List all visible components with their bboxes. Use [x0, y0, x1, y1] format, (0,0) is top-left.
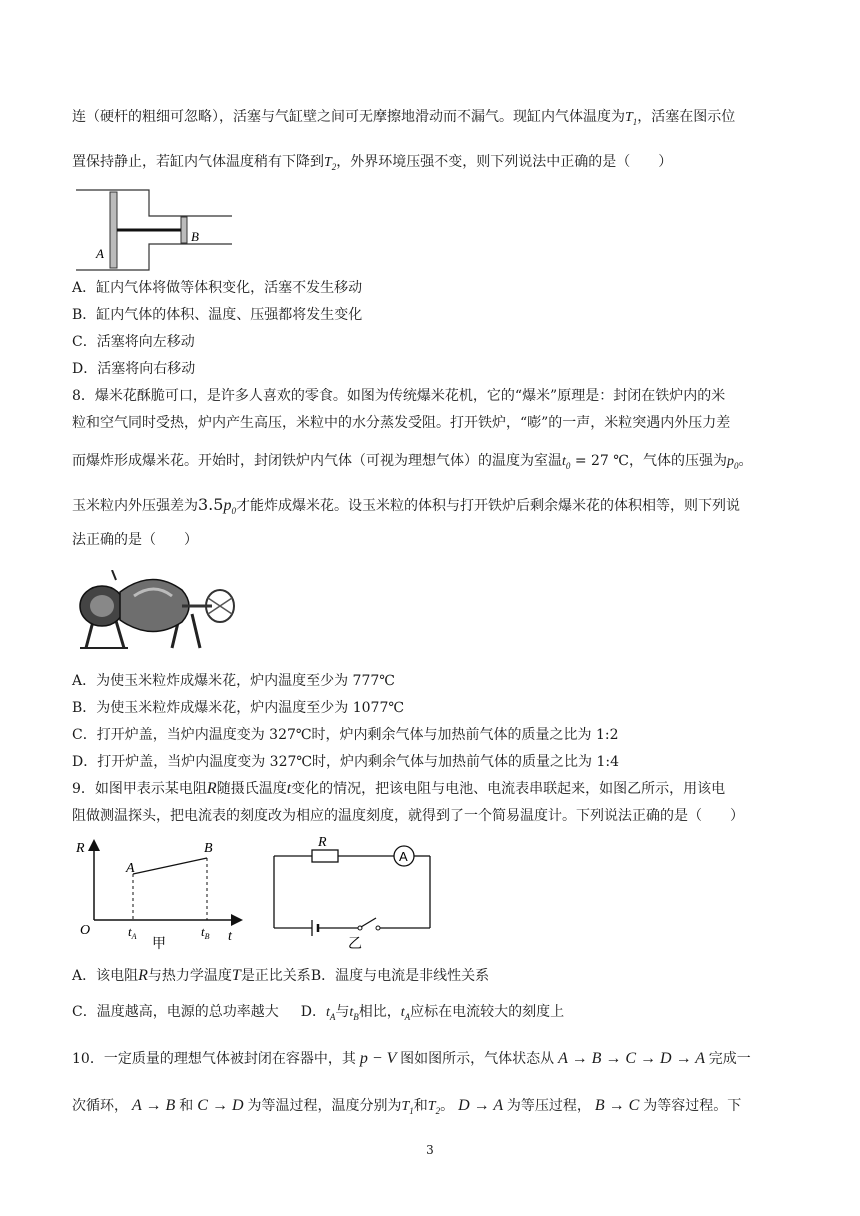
q9-options-cd: C．温度越高，电源的总功率越大 D．$t_A$与$t_B$相比，$t_A$应标在电流较大的刻度上 [72, 1004, 565, 1022]
var-t: t [286, 780, 292, 797]
q10-line-2: 次循环， A → B 和 C → D 为等温过程，温度分别为$T_1$和$T_2$。 D → A 为等压过程， B → C 为等容过程。下 [72, 1097, 742, 1116]
circuit-diagram [268, 834, 438, 950]
var-3.5p0: 3.5 [198, 495, 224, 514]
q8-line-1: 8．爆米花酥脆可口，是许多人喜欢的零食。如图为传统爆米花机，它的“爆米”原理是：封闭在铁炉内的米 [72, 388, 726, 404]
var-T2: $T_2$ [324, 155, 337, 172]
resistor-label: R [318, 835, 327, 850]
cylinder-figure [74, 188, 240, 274]
axis-t-label: t [228, 929, 232, 944]
q9-line-1: 9．如图甲表示某电阻R随摄氏温度t变化的情况，把该电阻与电池、电流表串联起来，如图乙所示，用该电 [72, 780, 726, 797]
q8-option-d: D．打开炉盖，当炉内温度变为 327℃时，炉内剩余气体与加热前气体的质量之比为 1:4 [72, 754, 620, 770]
q7-line-2: 置保持静止，若缸内气体温度稍有下降到$T_2$，外界环境压强不变，则下列说法中正确的是（ ） [72, 154, 673, 172]
popcorn-machine-image [72, 570, 244, 650]
q8-option-b: B．为使玉米粒炸成爆米花，炉内温度至少为 1077℃ [72, 700, 405, 716]
q9-options-ab: A．该电阻R与热力学温度T是正比关系B．温度与电流是非线性关系 [72, 967, 490, 984]
var-p0: $p_0$ [726, 454, 739, 471]
piston-a-label: A [96, 246, 104, 261]
origin-label: O [80, 923, 91, 938]
q8-line-2: 粒和空气同时受热，炉内产生高压，米粒中的水分蒸发受阻。打开铁炉，“嘭”的一声，米粒突遇内外压力差 [72, 415, 731, 431]
t0-value: = 27 [570, 453, 614, 469]
point-b-label: B [204, 841, 213, 856]
period: 。 [738, 453, 753, 469]
q8-option-a: A．为使玉米粒炸成爆米花，炉内温度至少为 777℃ [72, 673, 395, 689]
q9-line-2: 阻做测温探头，把电流表的刻度改为相应的温度刻度，就得到了一个简易温度计。下列说法正确的是（ ） [72, 808, 744, 824]
circuit-caption: 乙 [348, 936, 362, 950]
tick-ta: $t_A$ [128, 924, 137, 941]
resistance-temperature-graph [74, 834, 250, 950]
graph-caption: 甲 [152, 936, 166, 950]
var-R: R [206, 780, 217, 797]
q8-line-3: 而爆炸形成爆米花。开始时，封闭铁炉内气体（可视为理想气体）的温度为室温$t_0 = 27$ ℃，气体的压强为$p_0$。 [72, 453, 753, 471]
ammeter-label: A [399, 849, 408, 864]
q8-line-4: 玉米粒内外压强差为$3.5p_0$才能炸成爆米花。设玉米粒的体积与打开铁炉后剩余爆米花的体积相等，则下列说 [72, 495, 740, 517]
q7-option-a: A．缸内气体将做等体积变化，活塞不发生移动 [72, 280, 363, 296]
q10-line-1: 10．一定质量的理想气体被封闭在容器中，其 p − V 图如图所示，气体状态从 A → B → C → D → A 完成一 [72, 1050, 751, 1067]
q8-option-c: C．打开炉盖，当炉内温度变为 327℃时，炉内剩余气体与加热前气体的质量之比为 1:2 [72, 727, 619, 743]
point-a-label: A [126, 861, 135, 876]
piston-b-label: B [191, 229, 199, 244]
q8-line-5: 法正确的是（ ） [72, 532, 198, 548]
page-number: 3 [426, 1143, 434, 1157]
tick-tb: $t_B$ [201, 924, 210, 941]
q7-option-b: B．缸内气体的体积、温度、压强都将发生变化 [72, 307, 363, 323]
q7-option-d: D．活塞将向右移动 [72, 361, 196, 377]
q7-option-c: C．活塞将向左移动 [72, 334, 195, 350]
var-t0: $t_0$ [562, 454, 571, 471]
var-T1: $T_1$ [625, 110, 638, 127]
axis-r-label: R [76, 841, 85, 856]
q7-line-1: 连（硬杆的粗细可忽略），活塞与气缸壁之间可无摩擦地滑动而不漏气。现缸内气体温度为$T_1$，活塞在图示位 [72, 109, 736, 127]
